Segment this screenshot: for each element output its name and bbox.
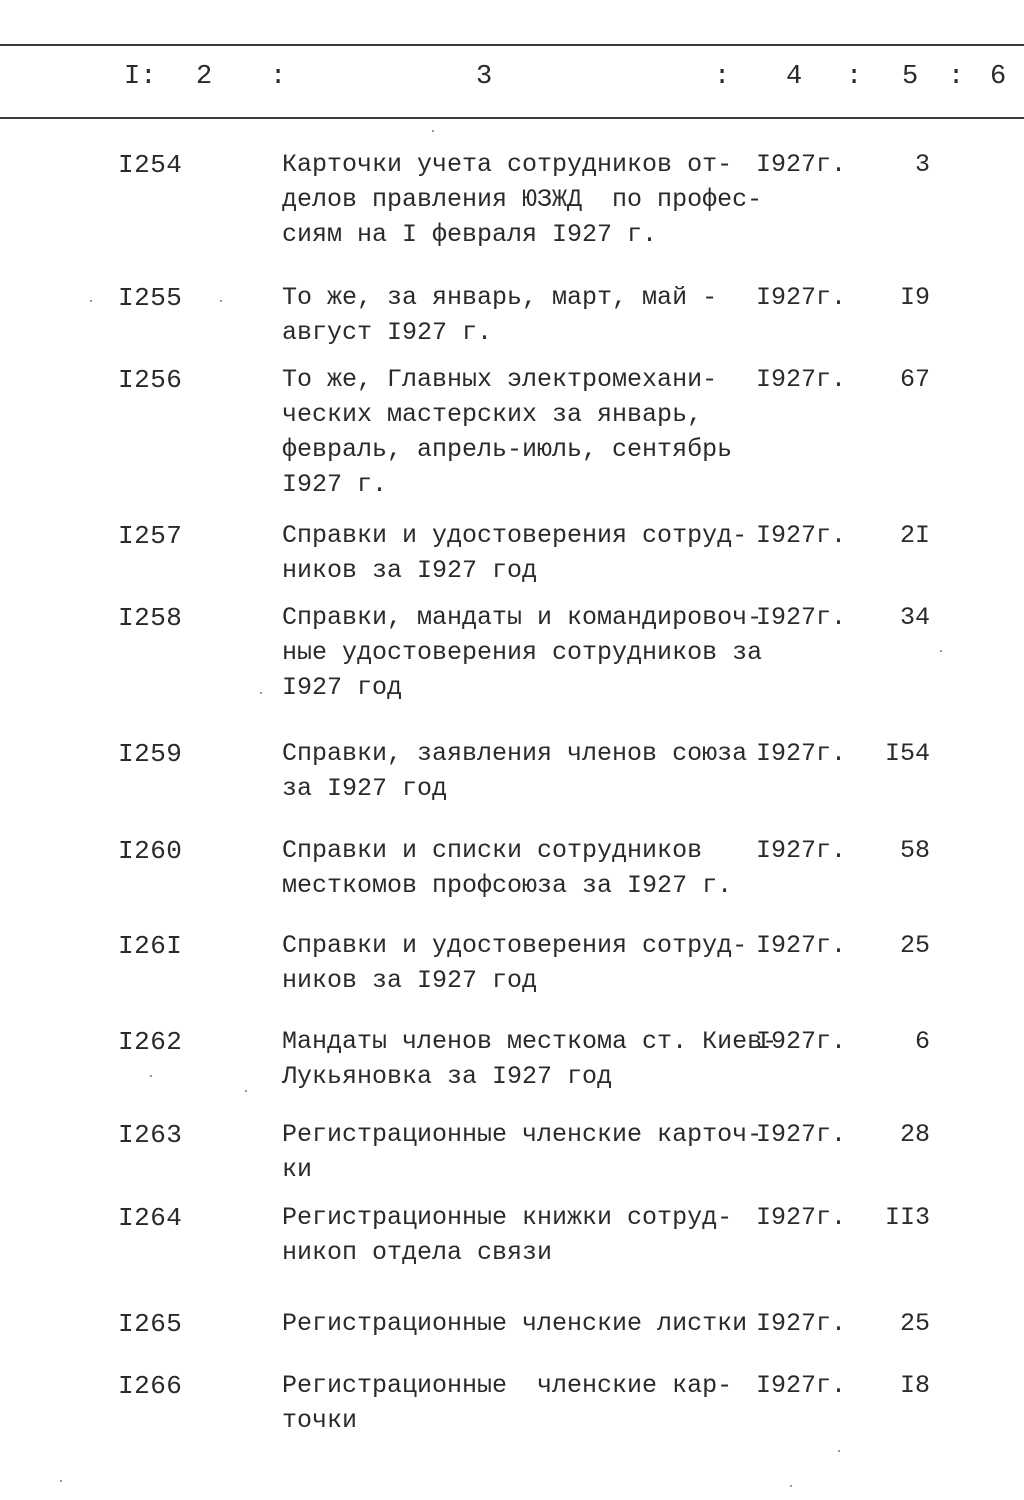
scan-speck [260, 692, 262, 694]
record-title-line: делов правления ЮЗЖД по профес- [282, 185, 763, 214]
record-title-line: Регистрационные членские карточ- [282, 1120, 763, 1149]
header-separator: : [948, 62, 965, 92]
record-title-line: ки [282, 1155, 313, 1184]
record-title [282, 928, 762, 998]
record-title-line: Справки и списки сотрудников [282, 836, 703, 865]
record-title-line: месткомов профсоюза за I927 г. [282, 871, 733, 900]
header-separator: : [714, 62, 731, 92]
scan-speck [940, 650, 942, 652]
record-title-line: Регистрационные книжки сотруд- [282, 1203, 733, 1232]
record-sheet-count: 6 [914, 1027, 930, 1056]
record-sheet-count: I9 [899, 283, 930, 312]
scan-speck [220, 300, 222, 302]
record-sheet-count: 34 [899, 603, 930, 632]
record-title [282, 833, 762, 903]
record-title-line: ческих мастерских за январь, [282, 400, 703, 429]
record-sheet-count: 3 [914, 150, 930, 179]
record-date: I927г. [756, 836, 847, 865]
record-number: I265 [118, 1309, 183, 1339]
record-date: I927г. [756, 1203, 847, 1232]
record-number: I254 [118, 150, 183, 180]
scan-speck [60, 1480, 62, 1482]
record-number: I256 [118, 365, 183, 395]
record-title-line: ников за I927 год [282, 556, 538, 585]
header-col-3: 3 [476, 62, 493, 92]
header-col-5: 5 [902, 62, 919, 92]
record-title-line: То же, за январь, март, май - [282, 283, 718, 312]
record-title-line: август I927 г. [282, 318, 493, 347]
record-date: I927г. [756, 1120, 847, 1149]
record-title [282, 1200, 762, 1270]
record-sheet-count: 67 [899, 365, 930, 394]
record-date: I927г. [756, 365, 847, 394]
record-title-line: ников за I927 год [282, 966, 538, 995]
record-date: I927г. [756, 603, 847, 632]
record-sheet-count: II3 [884, 1203, 930, 1232]
record-date: I927г. [756, 150, 847, 179]
record-title-line: Регистрационные членские листки [282, 1309, 748, 1338]
scan-speck [790, 1485, 792, 1487]
header-separator: : [846, 62, 863, 92]
record-title-line: Справки и удостоверения сотруд- [282, 521, 748, 550]
record-date: I927г. [756, 1309, 847, 1338]
record-sheet-count: 28 [899, 1120, 930, 1149]
record-sheet-count: 25 [899, 1309, 930, 1338]
record-sheet-count: 25 [899, 931, 930, 960]
record-title-line: точки [282, 1406, 358, 1435]
record-date: I927г. [756, 1371, 847, 1400]
scan-speck [150, 1075, 152, 1077]
record-number: I257 [118, 521, 183, 551]
scan-speck [432, 130, 434, 132]
record-title-line: Лукьяновка за I927 год [282, 1062, 613, 1091]
record-sheet-count: 2I [899, 521, 930, 550]
record-sheet-count: 58 [899, 836, 930, 865]
record-title-line: Регистрационные членские кар- [282, 1371, 733, 1400]
header-col-1: I: [124, 62, 157, 92]
record-title-line: никоп отдела связи [282, 1238, 553, 1267]
record-title [282, 1117, 762, 1187]
record-sheet-count: I54 [884, 739, 930, 768]
header-col-4: 4 [786, 62, 803, 92]
record-title [282, 518, 762, 588]
record-date: I927г. [756, 521, 847, 550]
record-number: I262 [118, 1027, 183, 1057]
scan-speck [90, 300, 92, 302]
record-number: I258 [118, 603, 183, 633]
record-date: I927г. [756, 739, 847, 768]
record-title-line: февраль, апрель-июль, сентябрь [282, 435, 733, 464]
record-title-line: ные удостоверения сотрудников за [282, 638, 763, 667]
record-number: I259 [118, 739, 183, 769]
header-bottom-rule [0, 117, 1024, 119]
record-date: I927г. [756, 1027, 847, 1056]
record-title [282, 280, 762, 350]
record-number: I255 [118, 283, 183, 313]
record-title-line: Справки, заявления членов союза [282, 739, 748, 768]
record-title-line: I927 год [282, 673, 403, 702]
record-number: I266 [118, 1371, 183, 1401]
record-title [282, 147, 762, 252]
record-number: I263 [118, 1120, 183, 1150]
record-title-line: Справки, мандаты и командировоч- [282, 603, 763, 632]
record-title [282, 362, 762, 502]
record-title-line: Справки и удостоверения сотруд- [282, 931, 748, 960]
header-separator: : [270, 62, 287, 92]
record-title [282, 1368, 762, 1438]
record-title [282, 600, 762, 705]
record-title-line: сиям на I февраля I927 г. [282, 220, 658, 249]
record-title-line: То же, Главных электромехани- [282, 365, 718, 394]
header-col-6: 6 [990, 62, 1007, 92]
header-col-2: 2 [196, 62, 213, 92]
record-date: I927г. [756, 283, 847, 312]
record-sheet-count: I8 [899, 1371, 930, 1400]
record-title-line: за I927 год [282, 774, 448, 803]
record-date: I927г. [756, 931, 847, 960]
record-number: I260 [118, 836, 183, 866]
record-number: I264 [118, 1203, 183, 1233]
record-title [282, 1306, 762, 1341]
scan-speck [245, 1090, 247, 1092]
record-title-line: Мандаты членов месткома ст. Киев- [282, 1027, 778, 1056]
header-top-rule [0, 44, 1024, 46]
record-title-line: Карточки учета сотрудников от- [282, 150, 733, 179]
scan-speck [838, 1450, 840, 1452]
record-number: I26I [118, 931, 183, 961]
record-title [282, 736, 762, 806]
record-title-line: I927 г. [282, 470, 388, 499]
record-title [282, 1024, 778, 1094]
